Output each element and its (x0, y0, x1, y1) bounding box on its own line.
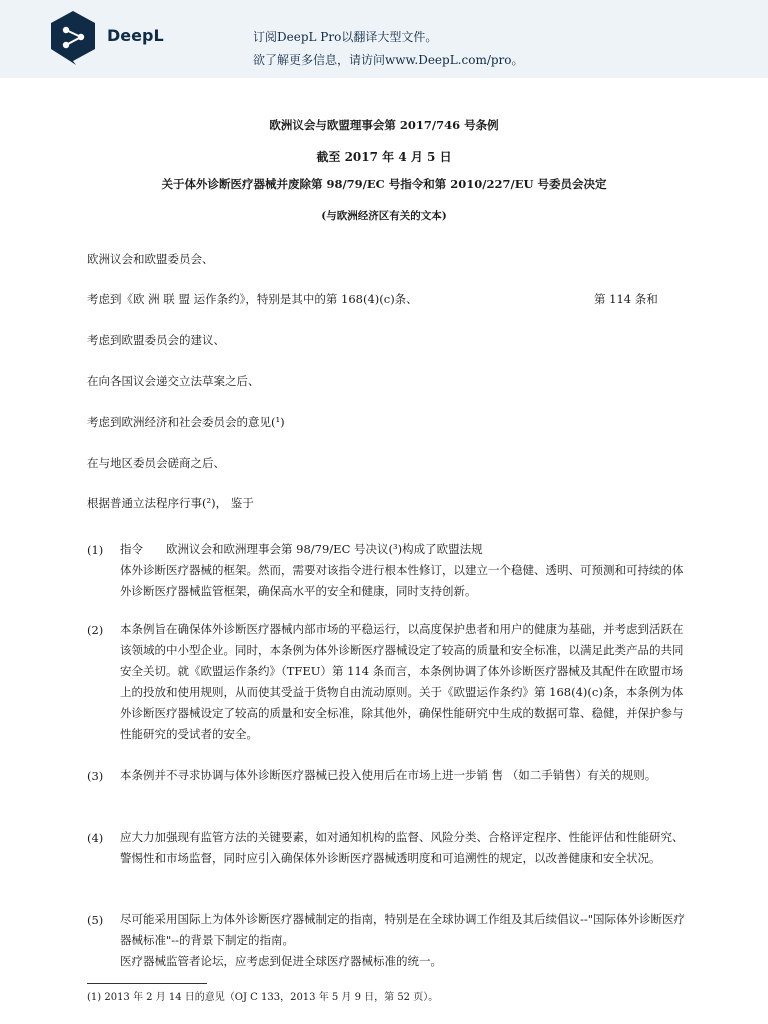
recital-text (120, 539, 690, 602)
promo-link-text[interactable]: 欲了解更多信息，请访问www.DeepL.com/pro。 (253, 53, 524, 67)
recital-text (120, 909, 690, 972)
recital-text-line: 尽可能采用国际上为体外诊断医疗器械制定的指南，特别是在全球协调工作组及其后续倡议--"国际体外诊断医疗器械标准"--的背景下制定的指南。 (120, 912, 686, 947)
deepl-promo-banner (0, 0, 768, 78)
preamble-line: 考虑到欧盟委员会的建议、 (87, 333, 225, 347)
recital-text-line: 医疗器械监管者论坛，应考虑到促进全球医疗器械标准的统一。 (120, 954, 442, 968)
recital-number: (1) (87, 543, 104, 557)
recital-number: (3) (87, 769, 104, 783)
recital-number: (5) (87, 913, 104, 927)
preamble-line: 在向各国议会递交立法草案之后、 (87, 374, 260, 388)
preamble-line: 在与地区委员会磋商之后、 (87, 456, 225, 470)
preamble-line-tail: 第 114 条和 (594, 292, 658, 306)
regulation-title: 欧洲议会与欧盟理事会第 2017/746 号条例 (269, 118, 499, 132)
recital-number: (4) (87, 831, 104, 845)
recital-number: (2) (87, 623, 104, 637)
eea-relevance-note: (与欧洲经济区有关的文本) (321, 210, 447, 222)
recital-text: 应大力加强现有监管方法的关键要素，如对通知机构的监督、风险分类、合格评定程序、性能评估和性能研究、警惕性和市场监督，同时应引入确保体外诊断医疗器械透明度和可追溯性的规定，以改善健康和安全状况。 (120, 830, 684, 865)
recital-text-line: 体外诊断医疗器械的框架。然而，需要对该指令进行根本性修订，以建立一个稳健、透明、可预测和可持续的体外诊断医疗器械监管框架，确保高水平的安全和健康，同时支持创新。 (120, 563, 684, 598)
recital-text: 本条例旨在确保体外诊断医疗器械内部市场的平稳运行，以高度保护患者和用户的健康为基础，并考虑到活跃在该领域的中小型企业。同时，本条例为体外诊断医疗器械设定了较高的质量和安全标准，以满足此类产品的共同安全关切。就《欧盟运作条约》（TFEU）第 114 条而言，本条例协调了体外诊断医疗器械及其配件在欧盟市场上的投放和使用规则，从而使其受益于货物自由流动原则。关于《欧盟运作条约》第 168(4)(c)条，本条例为体外诊断医疗器械设定了较高的质量和安全标准，除其他外，确保性能研究中生成的数据可靠、稳健，并保护参与性能研究的受试者的安全。 (120, 622, 684, 741)
regulation-subject: 关于体外诊断医疗器械并废除第 98/79/EC 号指令和第 2010/227/EU 号委员会决定 (161, 177, 607, 191)
preamble-line: 考虑到欧洲经济和社会委员会的意见(¹) (87, 415, 285, 429)
deepl-logo-icon[interactable] (47, 9, 99, 65)
footnote-divider (87, 983, 207, 984)
regulation-date: 截至 2017 年 4 月 5 日 (316, 150, 452, 164)
footnote: (1) 2013 年 2 月 14 日的意见（OJ C 133，2013 年 5 月 9 日，第 52 页）。 (87, 992, 439, 1003)
preamble-line: 欧洲议会和欧盟委员会、 (87, 252, 214, 266)
recital-text: 本条例并不寻求协调与体外诊断医疗器械已投入使用后在市场上进一步销 售 （如二手销售）有关的规则。 (120, 768, 657, 782)
promo-text: 订阅DeepL Pro以翻译大型文件。 (253, 30, 438, 44)
brand-name: DeepL (107, 26, 164, 45)
preamble-line: 考虑到《欧 洲 联 盟 运作条约》，特别是其中的第 168(4)(c)条、 (87, 292, 418, 306)
recital-text-line: 指令 欧洲议会和欧洲理事会第 98/79/EC 号决议(³)构成了欧盟法规 (120, 542, 483, 556)
preamble-line: 根据普通立法程序行事(²)， 鉴于 (87, 496, 254, 510)
